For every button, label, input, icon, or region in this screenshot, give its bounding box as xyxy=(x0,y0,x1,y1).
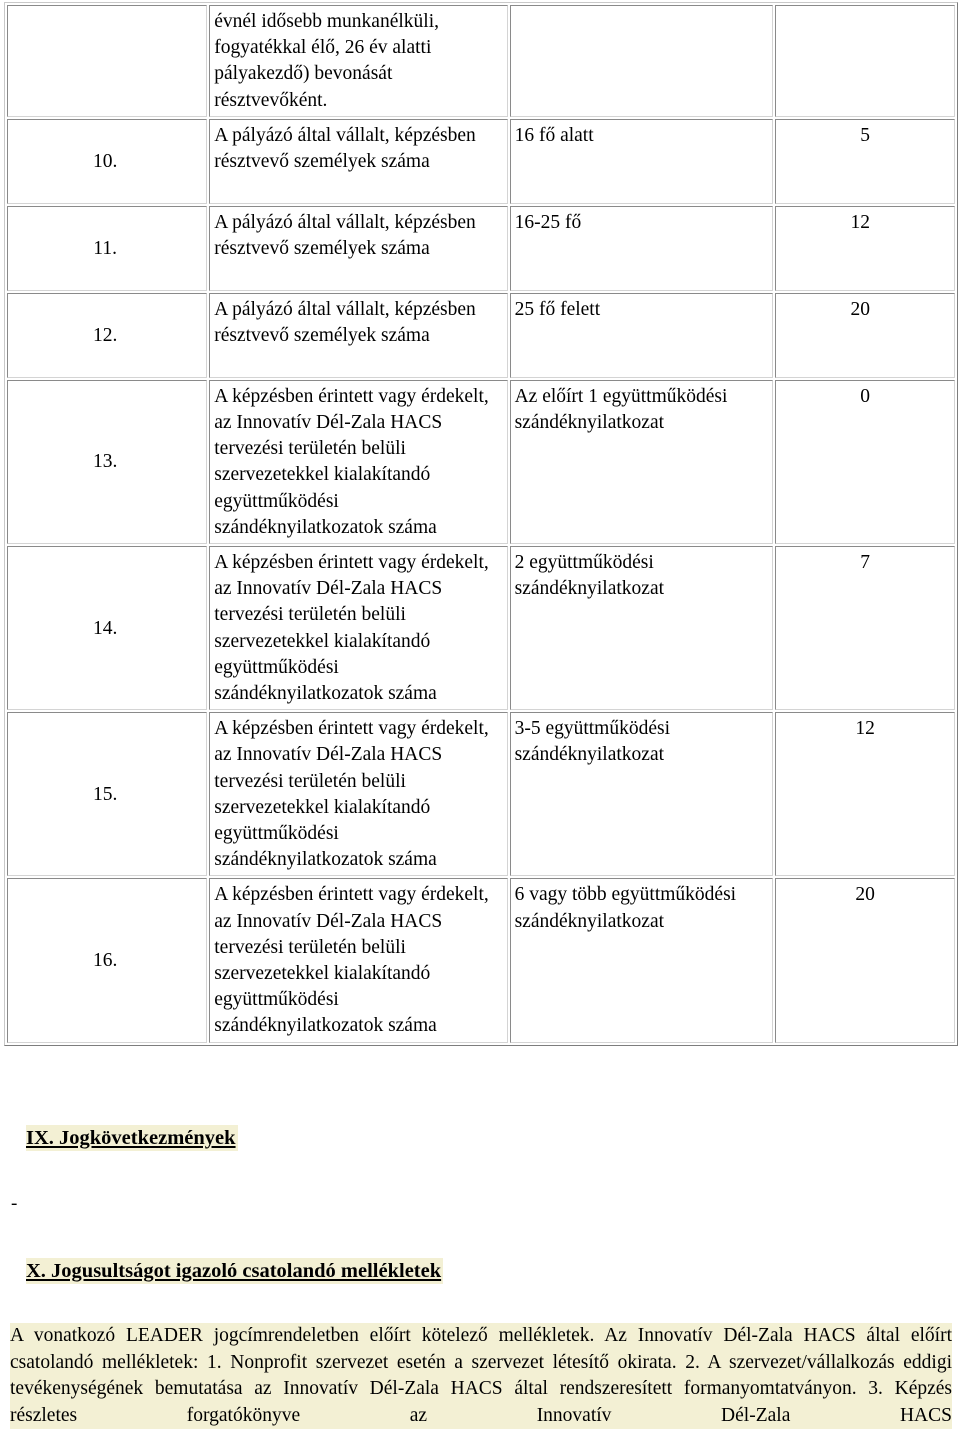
criterion-condition: Az előírt 1 együttműködési szándéknyilatkozat xyxy=(510,380,774,544)
table-row xyxy=(7,878,955,1042)
criterion-description: A pályázó által vállalt, képzésben résztvevő személyek száma xyxy=(209,293,507,378)
criterion-description: A képzésben érintett vagy érdekelt, az Innovatív Dél-Zala HACS tervezési területén belüli szervezetekkel kialakítandó együttműködési szándéknyilatkozatok száma xyxy=(209,878,507,1042)
table-row xyxy=(7,712,955,876)
row-number: 12. xyxy=(7,293,207,378)
section-heading-attachments: X. Jogusultságot igazoló csatolandó mellékletek xyxy=(26,1260,442,1282)
criterion-description: A képzésben érintett vagy érdekelt, az Innovatív Dél-Zala HACS tervezési területén belüli szervezetekkel kialakítandó együttműködési szándéknyilatkozatok száma xyxy=(209,546,507,710)
table-row xyxy=(7,293,955,378)
table-row xyxy=(7,206,955,291)
table-row xyxy=(7,546,955,710)
criterion-condition: 6 vagy több együttműködési szándéknyilatkozat xyxy=(510,878,774,1042)
row-number: 15. xyxy=(7,712,207,876)
criterion-points: 5 xyxy=(775,119,955,204)
criterion-description: A pályázó által vállalt, képzésben résztvevő személyek száma xyxy=(209,119,507,204)
table-row xyxy=(7,380,955,544)
list-dash: - xyxy=(11,1193,18,1214)
section-heading-consequences: IX. Jogkövetkezmények xyxy=(26,1127,236,1149)
criterion-condition: 3-5 együttműködési szándéknyilatkozat xyxy=(510,712,774,876)
attachments-paragraph: A vonatkozó LEADER jogcímrendeletben előírt kötelező mellékletek. Az Innovatív Dél-Zala HACS által előírt csatolandó mellékletek: 1. Nonprofit szervezet esetén a szervezet létesítő okirata. 2. A szervezet/vállalkozás eddigi tevékenységének bemutatása az Innovatív Dél-Zala HACS által rendszeresített formanyomtatványon. 3. Képzés részletes forgatókönyve az Innovatív Dél-Zala HACS xyxy=(10,1323,952,1429)
criterion-points: 12 xyxy=(775,712,955,876)
scoring-table xyxy=(4,2,958,1046)
criterion-points: 20 xyxy=(775,293,955,378)
criterion-points: 12 xyxy=(775,206,955,291)
row-number xyxy=(7,5,207,117)
criterion-points: 0 xyxy=(775,380,955,544)
criterion-description: A képzésben érintett vagy érdekelt, az Innovatív Dél-Zala HACS tervezési területén belüli szervezetekkel kialakítandó együttműködési szándéknyilatkozatok száma xyxy=(209,712,507,876)
criterion-condition: 16 fő alatt xyxy=(510,119,774,204)
row-number: 14. xyxy=(7,546,207,710)
criterion-description: A pályázó által vállalt, képzésben résztvevő személyek száma xyxy=(209,206,507,291)
table-row xyxy=(7,5,955,117)
row-number: 11. xyxy=(7,206,207,291)
criterion-description: évnél idősebb munkanélküli, fogyatékkal élő, 26 év alatti pályakezdő) bevonását résztvevőként. xyxy=(209,5,507,117)
row-number: 13. xyxy=(7,380,207,544)
row-number: 16. xyxy=(7,878,207,1042)
row-number: 10. xyxy=(7,119,207,204)
criterion-points: 20 xyxy=(775,878,955,1042)
criterion-points: 7 xyxy=(775,546,955,710)
criterion-condition xyxy=(510,5,774,117)
criterion-description: A képzésben érintett vagy érdekelt, az Innovatív Dél-Zala HACS tervezési területén belüli szervezetekkel kialakítandó együttműködési szándéknyilatkozatok száma xyxy=(209,380,507,544)
criterion-points xyxy=(775,5,955,117)
table-row xyxy=(7,119,955,204)
criterion-condition: 16-25 fő xyxy=(510,206,774,291)
criterion-condition: 2 együttműködési szándéknyilatkozat xyxy=(510,546,774,710)
criterion-condition: 25 fő felett xyxy=(510,293,774,378)
